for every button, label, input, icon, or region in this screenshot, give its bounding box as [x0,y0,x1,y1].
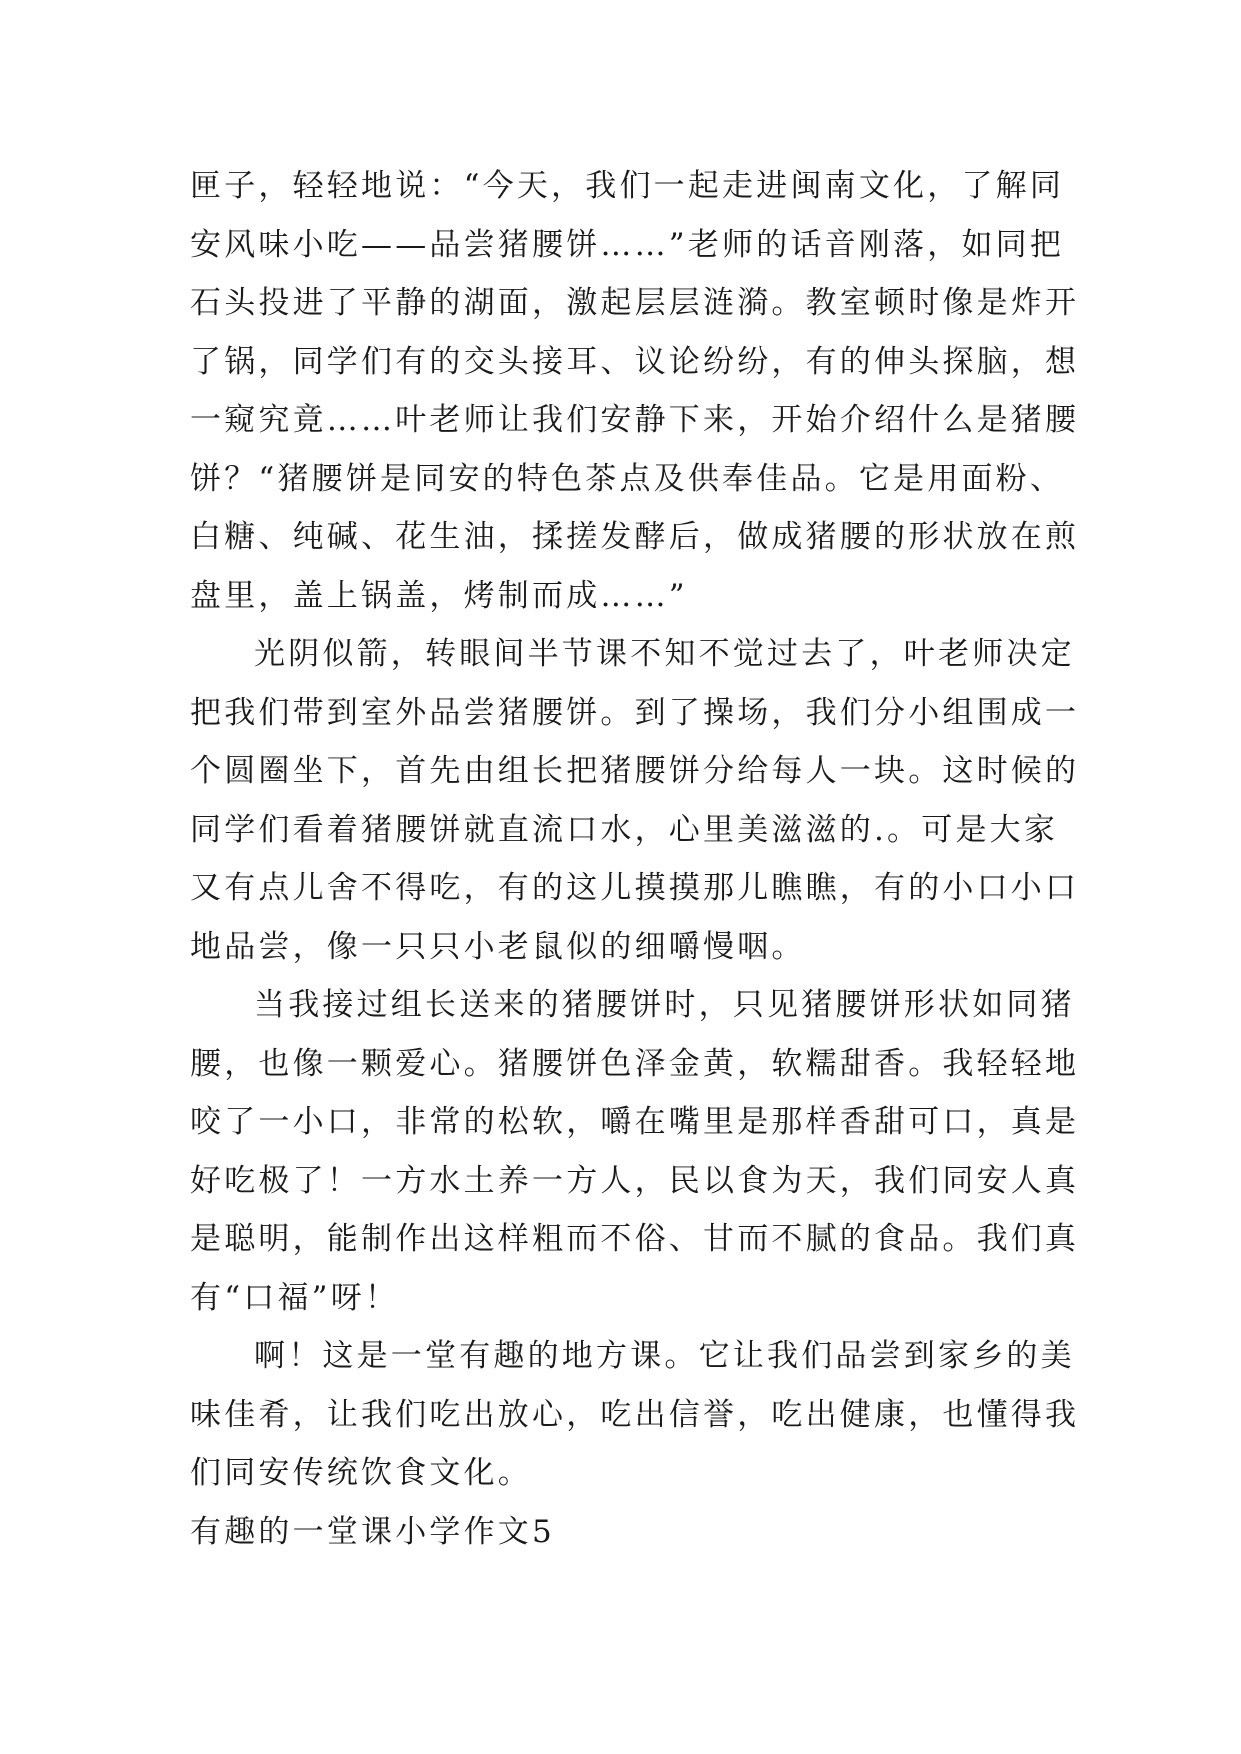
text-line: 咬了一小口，非常的松软，嚼在嘴里是那样香甜可口，真是 [190,1104,1080,1140]
text-line: 有“口福”呀！ [190,1279,400,1316]
text-line: 匣子，轻轻地说：“今天，我们一起走进闽南文化，了解同 [190,168,1065,204]
text-line: 是聪明，能制作出这样粗而不俗、甘而不腻的食品。我们真 [190,1221,1080,1257]
text-line: 好吃极了！一方水土养一方人，民以食为天，我们同安人真 [190,1162,1080,1199]
text-line: 味佳肴，让我们吃出放心，吃出信誉，吃出健康，也懂得我 [190,1396,1080,1433]
text-line: 又有点儿舍不得吃，有的这儿摸摸那儿瞧瞧，有的小口小口 [190,870,1080,906]
text-line: 白糖、纯碱、花生油，揉搓发酵后，做成猪腰的形状放在煎 [190,519,1080,555]
text-line: 腰，也像一颗爱心。猪腰饼色泽金黄，软糯甜香。我轻轻地 [190,1045,1080,1082]
text-line: 了锅，同学们有的交头接耳、议论纷纷，有的伸头探脑，想 [190,343,1080,380]
text-line: 安风味小吃——品尝猪腰饼……”老师的话音刚落，如同把 [190,226,1065,263]
text-line: 石头投进了平静的湖面，激起层层涟漪。教室顿时像是炸开 [190,285,1080,321]
text-line: 同学们看着猪腰饼就直流口水，心里美滋滋的.。可是大家 [190,811,1059,848]
section-heading: 有趣的一堂课小学作文5 [190,1513,555,1550]
paragraph-start-line: 光阴似箭，转眼间半节课不知不觉过去了，叶老师决定 [254,636,1075,672]
text-line: 盘里，盖上锅盖，烤制而成……” [190,577,688,614]
text-line: 们同安传统饮食文化。 [190,1455,532,1491]
text-line: 地品尝，像一只只小老鼠似的细嚼慢咽。 [190,928,806,965]
text-line: 饼？“猪腰饼是同安的特色茶点及供奉佳品。它是用面粉、 [190,460,1065,497]
text-line: 把我们带到室外品尝猪腰饼。到了操场，我们分小组围成一 [190,694,1080,731]
paragraph-start-line: 当我接过组长送来的猪腰饼时，只见猪腰饼形状如同猪 [254,987,1075,1023]
document-body [190,157,1080,1561]
text-line: 个圆圈坐下，首先由组长把猪腰饼分给每人一块。这时候的 [190,753,1080,789]
paragraph-start-line: 啊！这是一堂有趣的地方课。它让我们品尝到家乡的美 [254,1338,1075,1374]
text-line: 一窥究竟……叶老师让我们安静下来，开始介绍什么是猪腰 [190,402,1080,438]
